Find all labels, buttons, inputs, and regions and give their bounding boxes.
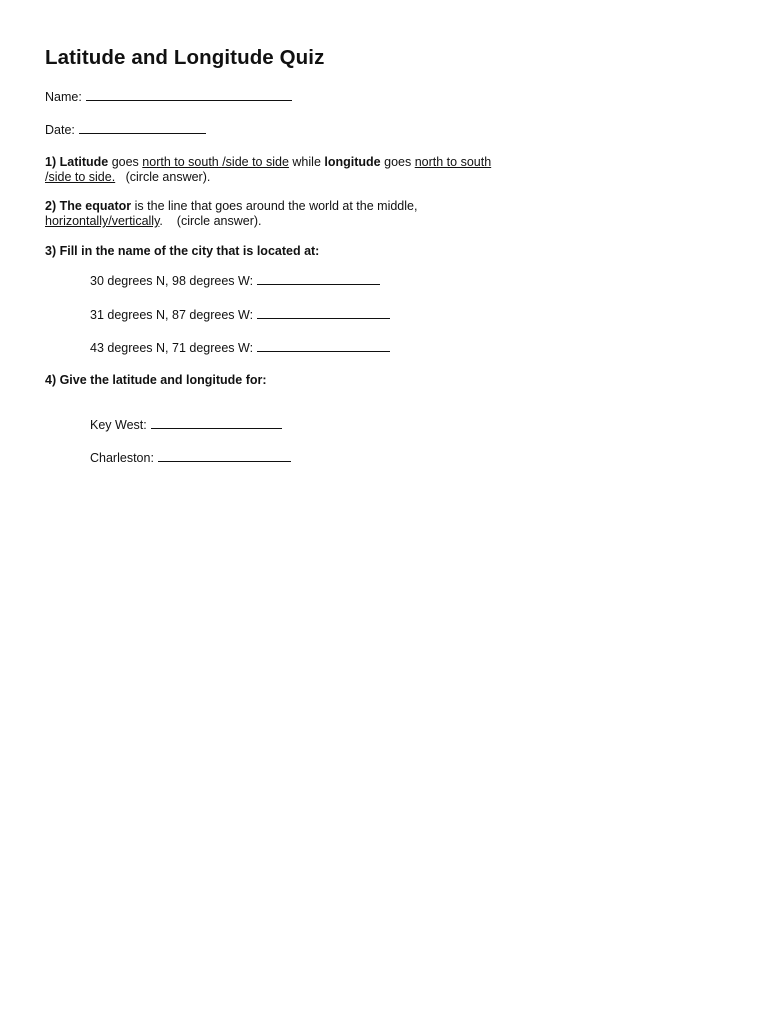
name-label: Name: bbox=[45, 90, 82, 104]
q1-longitude-options-part-1[interactable]: north to south bbox=[414, 155, 492, 169]
q2-number: 2) bbox=[45, 199, 57, 213]
q4-item-2-answer-field[interactable] bbox=[158, 450, 291, 462]
name-row bbox=[45, 89, 292, 105]
name-field[interactable] bbox=[86, 89, 292, 101]
q3-item-2 bbox=[90, 307, 390, 323]
q1-term-longitude: longitude bbox=[324, 155, 381, 169]
q3-item-1-label: 30 degrees N, 98 degrees W: bbox=[90, 274, 254, 288]
question-2-line-1 bbox=[45, 199, 417, 214]
q2-term-equator: The equator bbox=[59, 199, 132, 213]
q4-item-2-label: Charleston: bbox=[90, 451, 154, 465]
q4-item-1-answer-field[interactable] bbox=[151, 417, 282, 429]
q2-period: . bbox=[159, 214, 163, 228]
question-1-line-2 bbox=[45, 170, 210, 185]
date-row bbox=[45, 122, 206, 138]
q4-item-1 bbox=[90, 417, 282, 433]
q1-while: while bbox=[292, 155, 321, 169]
q3-item-1 bbox=[90, 273, 380, 289]
q1-number: 1) bbox=[45, 155, 57, 169]
q4-item-2 bbox=[90, 450, 291, 466]
q4-item-1-label: Key West: bbox=[90, 418, 147, 432]
q3-item-2-label: 31 degrees N, 87 degrees W: bbox=[90, 308, 254, 322]
q3-item-3-answer-field[interactable] bbox=[257, 340, 390, 352]
q1-term-latitude: Latitude bbox=[59, 155, 109, 169]
q1-verb-1: goes bbox=[111, 155, 139, 169]
question-4-heading: 4) Give the latitude and longitude for: bbox=[45, 373, 267, 387]
question-2-line-2 bbox=[45, 214, 262, 229]
question-3-heading: 3) Fill in the name of the city that is located at: bbox=[45, 244, 320, 258]
q3-item-2-answer-field[interactable] bbox=[257, 307, 390, 319]
q2-options[interactable]: horizontally/vertically bbox=[45, 214, 160, 228]
q3-item-1-answer-field[interactable] bbox=[257, 273, 380, 285]
q2-note: (circle answer). bbox=[176, 214, 262, 228]
q2-text: is the line that goes around the world at the middle, bbox=[134, 199, 418, 213]
q3-item-3 bbox=[90, 340, 390, 356]
q1-latitude-options[interactable]: north to south /side to side bbox=[142, 155, 289, 169]
q1-note: (circle answer). bbox=[125, 170, 211, 184]
page-title: Latitude and Longitude Quiz bbox=[45, 46, 325, 69]
q1-verb-2: goes bbox=[384, 155, 412, 169]
q1-longitude-options-part-2[interactable]: /side to side. bbox=[45, 170, 116, 184]
date-field[interactable] bbox=[79, 122, 206, 134]
question-1-line-1 bbox=[45, 155, 491, 170]
q3-item-3-label: 43 degrees N, 71 degrees W: bbox=[90, 341, 254, 355]
date-label: Date: bbox=[45, 123, 75, 137]
